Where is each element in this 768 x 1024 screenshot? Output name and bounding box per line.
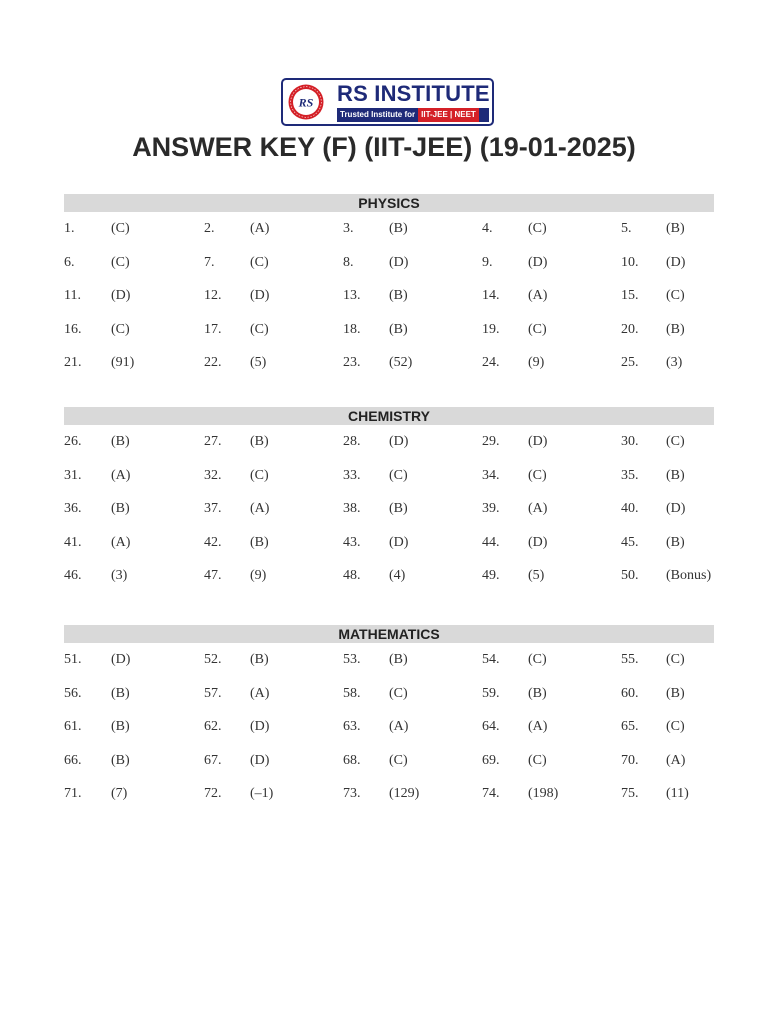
question-number: 73. — [343, 786, 361, 801]
question-number: 66. — [64, 752, 82, 768]
answer-row — [64, 279, 714, 313]
answer-row — [64, 777, 714, 811]
answer-value: (3) — [111, 568, 128, 583]
question-number: 28. — [343, 434, 361, 449]
question-number: 29. — [482, 434, 500, 449]
section-heading: MATHEMATICS — [64, 625, 714, 643]
answer-value: (B) — [389, 501, 408, 516]
question-number: 37. — [204, 501, 222, 516]
question-number: 63. — [343, 719, 361, 734]
answer-value: (B) — [389, 652, 408, 667]
question-number: 38. — [343, 501, 361, 516]
answer-value: (C) — [111, 221, 130, 236]
answer-value: (B) — [250, 652, 269, 667]
answer-value: (A) — [111, 467, 131, 483]
answer-value: (C) — [666, 719, 685, 734]
question-number: 11. — [64, 288, 81, 303]
answer-value: (7) — [111, 786, 128, 801]
question-number: 10. — [621, 254, 639, 270]
question-number: 3. — [343, 221, 354, 236]
section-mathematics — [64, 625, 714, 811]
answer-value: (A) — [389, 719, 409, 734]
question-number: 55. — [621, 652, 639, 667]
answer-value: (A) — [528, 719, 548, 734]
question-number: 15. — [621, 288, 639, 303]
answer-value: (C) — [111, 254, 130, 270]
question-number: 62. — [204, 719, 222, 734]
section-chemistry — [64, 407, 714, 593]
answer-value: (B) — [666, 685, 685, 701]
answer-value: (C) — [389, 752, 408, 768]
answer-value: (9) — [528, 355, 545, 370]
question-number: 68. — [343, 752, 361, 768]
answer-row — [64, 492, 714, 526]
answer-value: (D) — [389, 534, 409, 550]
answer-value: (B) — [250, 434, 269, 449]
answer-value: (C) — [250, 321, 269, 337]
question-number: 57. — [204, 685, 222, 701]
answer-value: (A) — [111, 534, 131, 550]
question-number: 43. — [343, 534, 361, 550]
answer-value: (B) — [666, 534, 685, 550]
question-number: 58. — [343, 685, 361, 701]
answer-value: (11) — [666, 786, 689, 801]
answer-value: (5) — [528, 568, 545, 583]
answer-value: (91) — [111, 355, 135, 370]
question-number: 60. — [621, 685, 639, 701]
answer-row — [64, 425, 714, 459]
question-number: 9. — [482, 254, 493, 270]
question-number: 31. — [64, 467, 82, 483]
answer-value: (D) — [528, 534, 548, 550]
institute-seal-icon — [287, 83, 325, 121]
question-number: 47. — [204, 568, 222, 583]
answer-value: (A) — [528, 288, 548, 303]
answer-value: (C) — [666, 288, 685, 303]
question-number: 20. — [621, 321, 639, 337]
question-number: 52. — [204, 652, 222, 667]
answer-value: (52) — [389, 355, 413, 370]
question-number: 74. — [482, 786, 500, 801]
question-number: 56. — [64, 685, 82, 701]
question-number: 14. — [482, 288, 500, 303]
section-physics — [64, 194, 714, 380]
question-number: 50. — [621, 568, 639, 583]
question-number: 35. — [621, 467, 639, 483]
answer-value: (D) — [111, 288, 131, 303]
question-number: 1. — [64, 221, 75, 236]
question-number: 12. — [204, 288, 222, 303]
answer-row — [64, 559, 714, 593]
question-number: 7. — [204, 254, 215, 270]
answer-value: (C) — [528, 221, 547, 236]
answer-value: (C) — [111, 321, 130, 337]
question-number: 46. — [64, 568, 82, 583]
question-number: 70. — [621, 752, 639, 768]
answer-value: (D) — [666, 501, 686, 516]
question-number: 4. — [482, 221, 493, 236]
answer-value: (A) — [250, 501, 270, 516]
answer-value: (129) — [389, 786, 420, 801]
answer-value: (B) — [111, 434, 130, 449]
question-number: 22. — [204, 355, 222, 370]
answer-value: (C) — [528, 652, 547, 667]
question-number: 30. — [621, 434, 639, 449]
question-number: 69. — [482, 752, 500, 768]
question-number: 72. — [204, 786, 222, 801]
question-number: 32. — [204, 467, 222, 483]
question-number: 18. — [343, 321, 361, 337]
question-number: 23. — [343, 355, 361, 370]
answer-value: (D) — [250, 752, 270, 768]
answer-row — [64, 313, 714, 347]
page-title: ANSWER KEY (F) (IIT-JEE) (19-01-2025) — [132, 132, 636, 162]
question-number: 54. — [482, 652, 500, 667]
question-number: 17. — [204, 321, 222, 337]
question-number: 42. — [204, 534, 222, 550]
answer-value: (B) — [666, 321, 685, 337]
answer-row — [64, 459, 714, 493]
question-number: 65. — [621, 719, 639, 734]
question-number: 16. — [64, 321, 82, 337]
logo-tagline — [337, 108, 489, 122]
question-number: 71. — [64, 786, 82, 801]
question-number: 75. — [621, 786, 639, 801]
answer-value: (C) — [250, 254, 269, 270]
answer-row — [64, 710, 714, 744]
question-number: 19. — [482, 321, 500, 337]
logo-tagline-highlight: IIT-JEE | NEET — [418, 108, 479, 122]
answer-value: (3) — [666, 355, 683, 370]
answer-value: (A) — [250, 221, 270, 236]
question-number: 45. — [621, 534, 639, 550]
answer-value: (C) — [389, 467, 408, 483]
question-number: 24. — [482, 355, 500, 370]
answer-value: (C) — [389, 685, 408, 701]
answer-value: (B) — [666, 221, 685, 236]
answer-value: (B) — [389, 321, 408, 337]
answer-row — [64, 744, 714, 778]
question-number: 2. — [204, 221, 215, 236]
answer-value: (C) — [666, 434, 685, 449]
answer-value: (B) — [111, 501, 130, 516]
answer-value: (C) — [528, 752, 547, 768]
answer-row — [64, 677, 714, 711]
question-number: 5. — [621, 221, 632, 236]
question-number: 33. — [343, 467, 361, 483]
section-heading: CHEMISTRY — [64, 407, 714, 425]
logo-tagline-prefix: Trusted Institute for — [340, 110, 416, 119]
answer-value: (9) — [250, 568, 267, 583]
answer-value: (B) — [111, 719, 130, 734]
question-number: 39. — [482, 501, 500, 516]
answer-value: (B) — [389, 288, 408, 303]
question-number: 25. — [621, 355, 639, 370]
question-number: 26. — [64, 434, 82, 449]
question-number: 44. — [482, 534, 500, 550]
answer-value: (D) — [389, 254, 409, 270]
question-number: 64. — [482, 719, 500, 734]
answer-value: (B) — [528, 685, 547, 701]
answer-value: (D) — [250, 719, 270, 734]
answer-value: (B) — [111, 685, 130, 701]
answer-value: (D) — [528, 434, 548, 449]
question-number: 8. — [343, 254, 354, 270]
answer-value: (Bonus) — [666, 568, 712, 583]
answer-value: (D) — [250, 288, 270, 303]
answer-value: (B) — [111, 752, 130, 768]
question-number: 51. — [64, 652, 82, 667]
answer-value: (D) — [666, 254, 686, 270]
question-number: 49. — [482, 568, 500, 583]
answer-value: (B) — [666, 467, 685, 483]
question-number: 53. — [343, 652, 361, 667]
answer-value: (C) — [528, 321, 547, 337]
question-number: 21. — [64, 355, 82, 370]
logo-brand-name: RS INSTITUTE — [337, 81, 490, 106]
answer-value: (D) — [389, 434, 409, 449]
answer-value: (C) — [250, 467, 269, 483]
answer-value: (B) — [250, 534, 269, 550]
answer-value: (5) — [250, 355, 267, 370]
section-heading: PHYSICS — [64, 194, 714, 212]
answer-row — [64, 346, 714, 380]
answer-value: (4) — [389, 568, 406, 583]
answer-value: (A) — [528, 501, 548, 516]
answer-value: (B) — [389, 221, 408, 236]
answer-row — [64, 643, 714, 677]
answer-row — [64, 246, 714, 280]
answer-value: (A) — [666, 752, 686, 768]
answer-row — [64, 526, 714, 560]
question-number: 6. — [64, 254, 75, 270]
question-number: 48. — [343, 568, 361, 583]
answer-value: (C) — [528, 467, 547, 483]
answer-value: (D) — [528, 254, 548, 270]
question-number: 41. — [64, 534, 82, 550]
question-number: 13. — [343, 288, 361, 303]
question-number: 36. — [64, 501, 82, 516]
question-number: 34. — [482, 467, 500, 483]
answer-value: (D) — [111, 652, 131, 667]
question-number: 40. — [621, 501, 639, 516]
question-number: 59. — [482, 685, 500, 701]
question-number: 67. — [204, 752, 222, 768]
question-number: 27. — [204, 434, 222, 449]
svg-text:RS: RS — [298, 95, 314, 110]
answer-value: (C) — [666, 652, 685, 667]
answer-value: (–1) — [250, 786, 274, 801]
answer-row — [64, 212, 714, 246]
answer-value: (A) — [250, 685, 270, 701]
question-number: 61. — [64, 719, 82, 734]
answer-value: (198) — [528, 786, 559, 801]
institute-logo — [281, 78, 494, 126]
